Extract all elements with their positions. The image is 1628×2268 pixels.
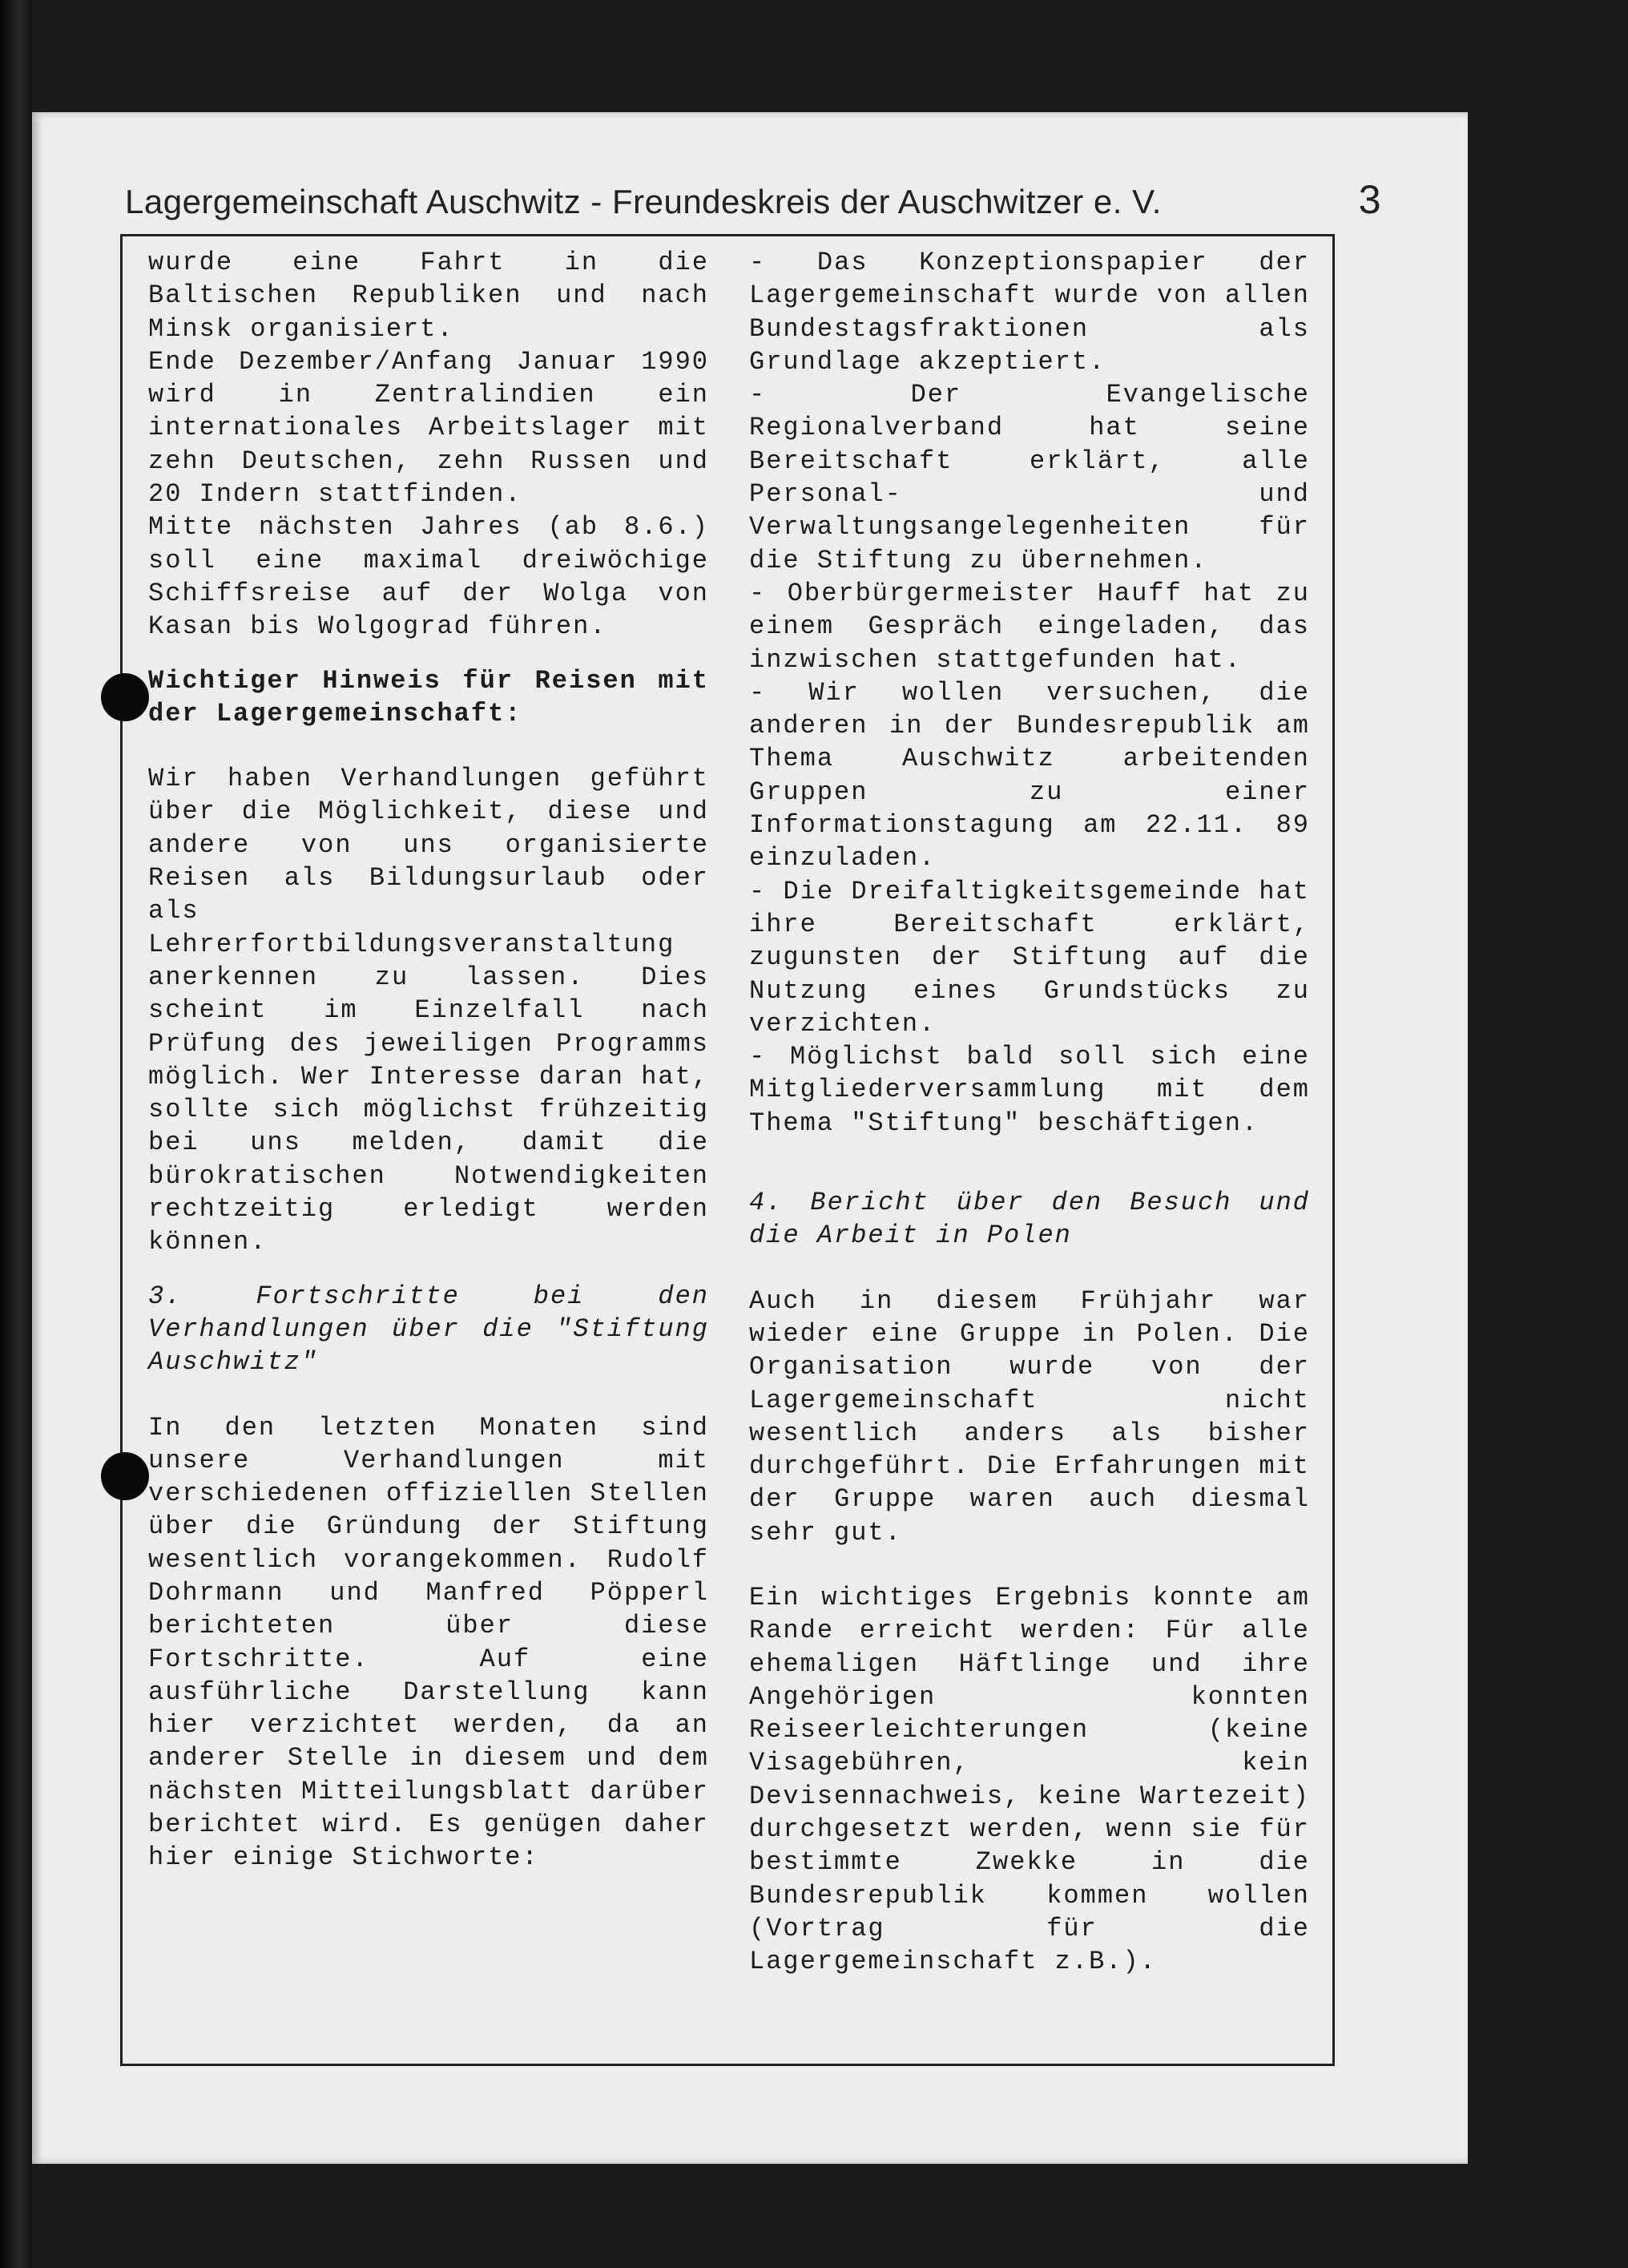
- bullet-informationstagung: - Wir wollen versuchen, die anderen in der Bundesrepublik am Thema Auschwitz arbeitenden Gruppen zu einer Informationstagung am 22.11. 89 einzuladen.: [749, 677, 1310, 874]
- paragraph-mitte: Mitte nächsten Jahres (ab 8.6.) soll eine maximal dreiwöchige Schiffsreise auf der Wolga von Kasan bis Wolgograd führen.: [148, 512, 709, 642]
- section-3-heading: 3. Fortschritte bei den Verhandlungen über die "Stiftung Auschwitz": [148, 1281, 709, 1378]
- paragraph-section-4-a: Auch in diesem Frühjahr war wieder eine Gruppe in Polen. Die Organisation wurde von der Lagergemeinschaft nicht wesentlich anders als bisher durchgeführt. Die Erfahrungen mit der Gruppe waren auch diesmal sehr gut.: [749, 1285, 1310, 1548]
- bullet-regionalverband: - Der Evangelische Regionalverband hat seine Bereitschaft erklärt, alle Personal- und Verwaltungsangelegenheiten für die Stiftung zu übernehmen.: [749, 380, 1310, 575]
- bullet-oberbuergermeister: - Oberbürgermeister Hauff hat zu einem Gespräch eingeladen, das inzwischen stattgefunden hat.: [749, 578, 1310, 675]
- bullet-mitgliederversammlung: - Möglichst bald soll sich eine Mitgliederversammlung mit dem Thema "Stiftung" beschäftigen.: [749, 1042, 1310, 1138]
- punch-hole-bottom: [101, 1452, 149, 1500]
- left-column: [148, 246, 709, 1875]
- paragraph-december: Ende Dezember/Anfang Januar 1990 wird in Zentralindien ein internationales Arbeitslager mit zehn Deutschen, zehn Russen und 20 Indern stattfinden.: [148, 346, 709, 510]
- paragraph-intro: wurde eine Fahrt in die Baltischen Republiken und nach Minsk organisiert.: [148, 248, 709, 344]
- paragraph-hinweis: Wir haben Verhandlungen geführt über die Möglichkeit, diese und andere von uns organisierte Reisen als Bildungsurlaub oder als Lehrerfortbildungsveranstaltung anerkennen zu lassen. Dies scheint im Einzelfall nach Prüfung des jeweiligen Programms möglich. Wer Interesse daran hat, sollte sich möglichst frühzeitig bei uns melden, damit die bürokratischen Notwendigkeiten rechtzeitig erledigt werden können.: [148, 764, 709, 1257]
- binder-edge: [0, 0, 32, 2268]
- paragraph-section-4-b: Ein wichtiges Ergebnis konnte am Rande erreicht werden: Für alle ehemaligen Häftlinge und ihre Angehörigen konnten Reiseerleichterungen (keine Visagebühren, kein Devisennachweis, keine Wartezeit) durchgesetzt werden, wenn sie für bestimmte Zwekke in die Bundesrepublik kommen wollen (Vortrag für die Lagergemeinschaft z.B.).: [749, 1582, 1310, 1977]
- page-number: 3: [1358, 177, 1381, 222]
- bullet-dreifaltigkeit: - Die Dreifaltigkeitsgemeinde hat ihre Bereitschaft erklärt, zugunsten der Stiftung auf die Nutzung eines Grundstücks zu verzichten.: [749, 876, 1310, 1039]
- page-header: [125, 175, 1381, 231]
- text-frame: [120, 234, 1335, 2066]
- hinweis-heading: Wichtiger Hinweis für Reisen mit der Lagergemeinschaft:: [148, 665, 709, 728]
- punch-hole-top: [101, 673, 149, 721]
- bullet-konzeption: - Das Konzeptionspapier der Lagergemeinschaft wurde von allen Bundestagsfraktionen als Grundlage akzeptiert.: [749, 248, 1310, 377]
- header-title: Lagergemeinschaft Auschwitz - Freundeskreis der Auschwitzer e. V.: [125, 183, 1162, 220]
- document-page: [32, 112, 1468, 2164]
- right-column: [749, 246, 1310, 1979]
- section-4-heading: 4. Bericht über den Besuch und die Arbeit in Polen: [749, 1188, 1310, 1251]
- paragraph-section-3: In den letzten Monaten sind unsere Verhandlungen mit verschiedenen offiziellen Stellen über die Gründung der Stiftung wesentlich vorangekommen. Rudolf Dohrmann und Manfred Pöpperl berichteten über diese Fortschritte. Auf eine ausführliche Darstellung kann hier verzichtet werden, da an anderer Stelle in diesem und dem nächsten Mitteilungsblatt darüber berichtet wird. Es genügen daher hier einige Stichworte:: [148, 1412, 709, 1873]
